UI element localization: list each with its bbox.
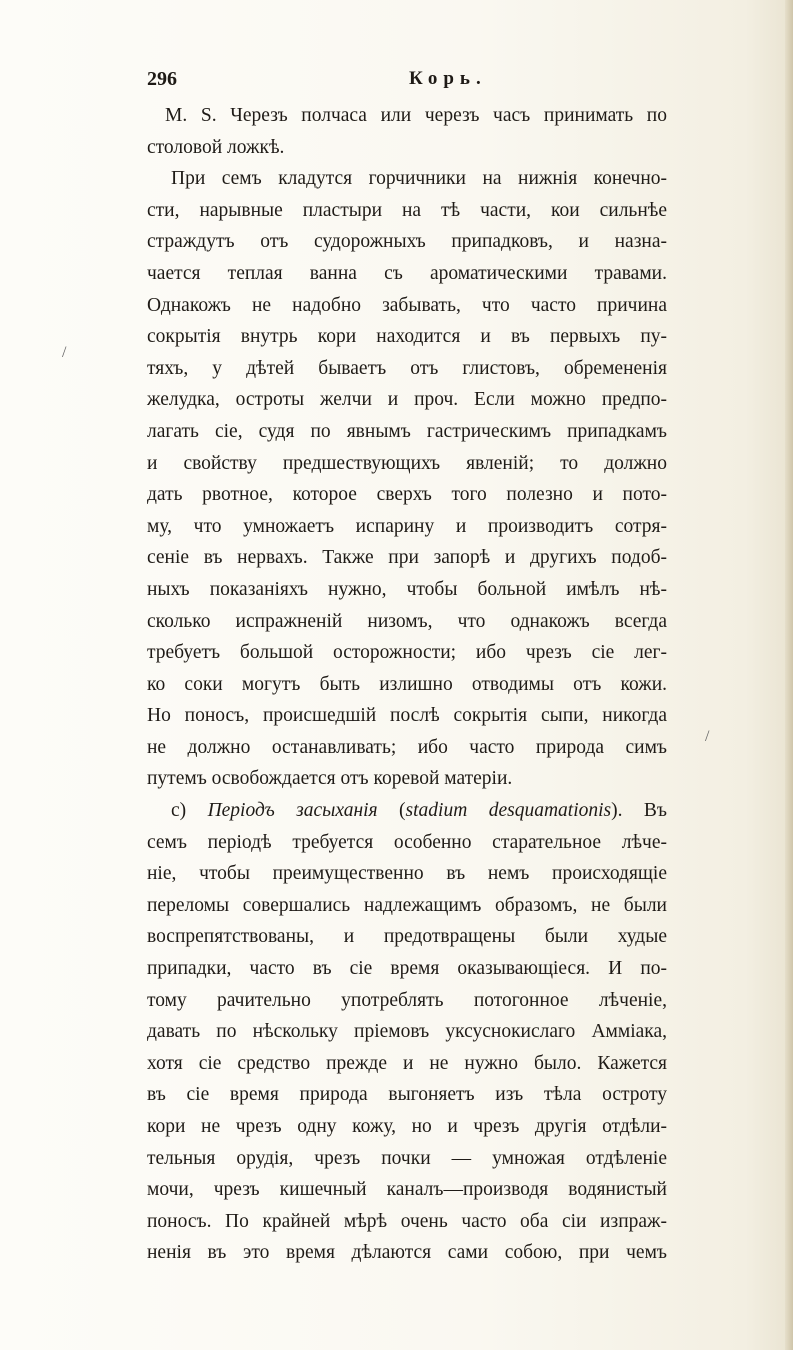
text-line: лагать сіе, судя по явнымъ гастрическимъ припадкамъ [147,420,667,442]
page-number: 296 [147,68,177,90]
text-line: сеніе въ нервахъ. Также при запорѣ и другихъ подоб- [147,547,667,569]
text-line: семъ періодѣ требуется особенно старательное лѣче- [147,831,667,853]
page-edge [785,0,793,1350]
text-line: ніе, чтобы преимущественно въ немъ происходящіе [147,863,667,885]
text-line: При семъ кладутся горчичники на нижнія конечно- [171,168,667,190]
body-text [147,100,667,1269]
text-line: сколько испражненій низомъ, что однакожъ всегда [147,610,667,632]
section-label: c) [171,800,187,822]
text-line: мочи, чрезъ кишечный каналъ—производя водянистый [147,1179,667,1201]
text-line: чается теплая ванна съ ароматическими травами. [147,262,667,284]
section-first-word: Въ [643,800,667,822]
text-line: желудка, остроты желчи и проч. Если можно предпо- [147,389,667,411]
text-line: воспрепятствованы, и предотвращены были худые [147,926,667,948]
paragraph [147,100,667,163]
text-line: ко соки могутъ быть излишно отводимы отъ кожи. [147,673,667,695]
text-line: ныхъ показаніяхъ нужно, чтобы больной имѣлъ нѣ- [147,578,667,600]
section-title: Періодъ засыханія [207,800,378,822]
text-line: M. S. Черезъ полчаса или черезъ часъ принимать по [165,105,667,126]
text-line: тельныя орудія, чрезъ почки — умножая отдѣленіе [147,1147,667,1169]
paragraph [147,795,667,1269]
margin-mark: / [62,344,67,361]
text-line: ненія въ это время дѣлаются сами собою, при чемъ [147,1242,667,1264]
running-head: Корь. [409,68,487,89]
text-line: страждутъ отъ судорожныхъ припадковъ, и назна- [147,231,667,253]
text-line: путемъ освобождается отъ коревой матеріи. [147,768,513,790]
paragraph [147,163,667,795]
section-heading-line: c) Періодъ засыханія (stadium desquamationis). Въ [171,800,667,822]
text-line: и свойству предшествующихъ явленій; то должно [147,452,667,474]
text-line: требуетъ большой осторожности; ибо чрезъ сіе лег- [147,642,667,664]
text-line: хотя сіе средство прежде и не нужно было. Кажется [147,1052,667,1074]
text-line: въ сіе время природа выгоняетъ изъ тѣла остроту [147,1084,667,1106]
text-line: Но поносъ, происшедшій послѣ сокрытія сыпи, никогда [147,705,667,727]
text-line: сокрытія внутрь кори находится и въ первыхъ пу- [147,326,667,348]
text-line: дать рвотное, которое сверхъ того полезно и пото- [147,484,667,506]
text-line: тяхъ, у дѣтей бываетъ отъ глистовъ, обремененія [147,357,667,379]
text-line: кори не чрезъ одну кожу, но и чрезъ другія отдѣли- [147,1116,667,1137]
text-line: Однакожъ не надобно забывать, что часто причина [147,294,667,316]
text-line: припадки, часто въ сіе время оказывающіеся. И по- [147,958,667,980]
text-line: столовой ложкѣ. [147,136,285,158]
text-line: сти, нарывные пластыри на тѣ части, кои сильнѣе [147,199,667,221]
text-line: давать по нѣскольку пріемовъ уксуснокислаго Аммiака, [147,1021,667,1043]
text-line: поносъ. По крайней мѣрѣ очень часто оба сіи изпраж- [147,1210,667,1232]
text-line: му, что умножаетъ испарину и производитъ сотря- [147,515,667,537]
text-line: переломы совершались надлежащимъ образомъ, не были [147,894,667,916]
margin-mark: / [705,728,710,745]
section-title-latin: stadium desquamationis [405,800,612,822]
text-line: тому рачительно употреблять потогонное лѣченіе, [147,989,667,1011]
page-header [147,68,647,96]
text-line: не должно останавливать; ибо часто природа симъ [147,736,667,758]
